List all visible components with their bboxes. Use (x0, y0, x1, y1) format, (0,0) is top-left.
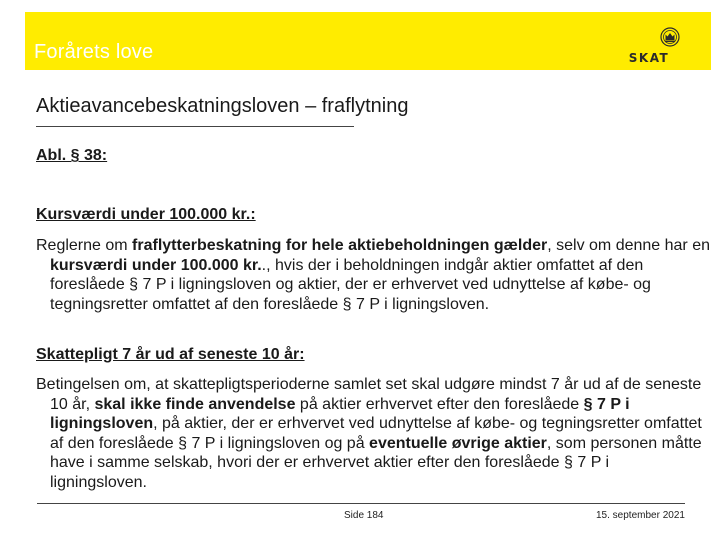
page-number: Side 184 (344, 510, 384, 521)
section1-paragraph: Reglerne om fraflytterbeskatning for hele aktiebeholdningen gælder, selv om denne har en kursværdi under 100.000 kr.., hvis der i beholdningen indgår aktier omfattet af den foreslåede § 7 P i ligningsloven og aktier, der er erhvervet ved udnyttelse af købe- og tegningsretter omfattet af den foreslåede § 7 P i ligningsloven. (36, 237, 710, 313)
section-reference: Abl. § 38: (36, 147, 108, 164)
logo-wordmark: SKAT (628, 51, 670, 65)
section2-heading: Skattepligt 7 år ud af seneste 10 år: (36, 346, 305, 363)
header-banner (25, 12, 711, 70)
section2-paragraph: Betingelsen om, at skattepligtsperioderne samlet set skal udgøre mindst 7 år ud af de seneste 10 år, skal ikke finde anvendelse på aktier erhvervet efter den foreslåede § 7 P i ligningsloven, på aktier, der er erhvervet ved udnyttelse af købe- og tegningsretter omfattet af den foreslåede § 7 P i ligningsloven og på eventuelle øvrige aktier, som personen måtte have i samme selskab, hvori der er erhvervet aktier efter den foreslåede § 7 P i ligningsloven. (36, 376, 702, 491)
footer-date: 15. september 2021 (596, 510, 685, 521)
subtitle-divider (36, 126, 354, 127)
crown-icon (614, 20, 684, 66)
footer-divider (37, 503, 685, 504)
skat-logo (614, 20, 684, 66)
slide-subtitle: Aktieavancebeskatningsloven – fraflytning (36, 95, 409, 117)
presentation-title: Forårets love (34, 41, 154, 63)
section1-heading: Kursværdi under 100.000 kr.: (36, 206, 256, 223)
